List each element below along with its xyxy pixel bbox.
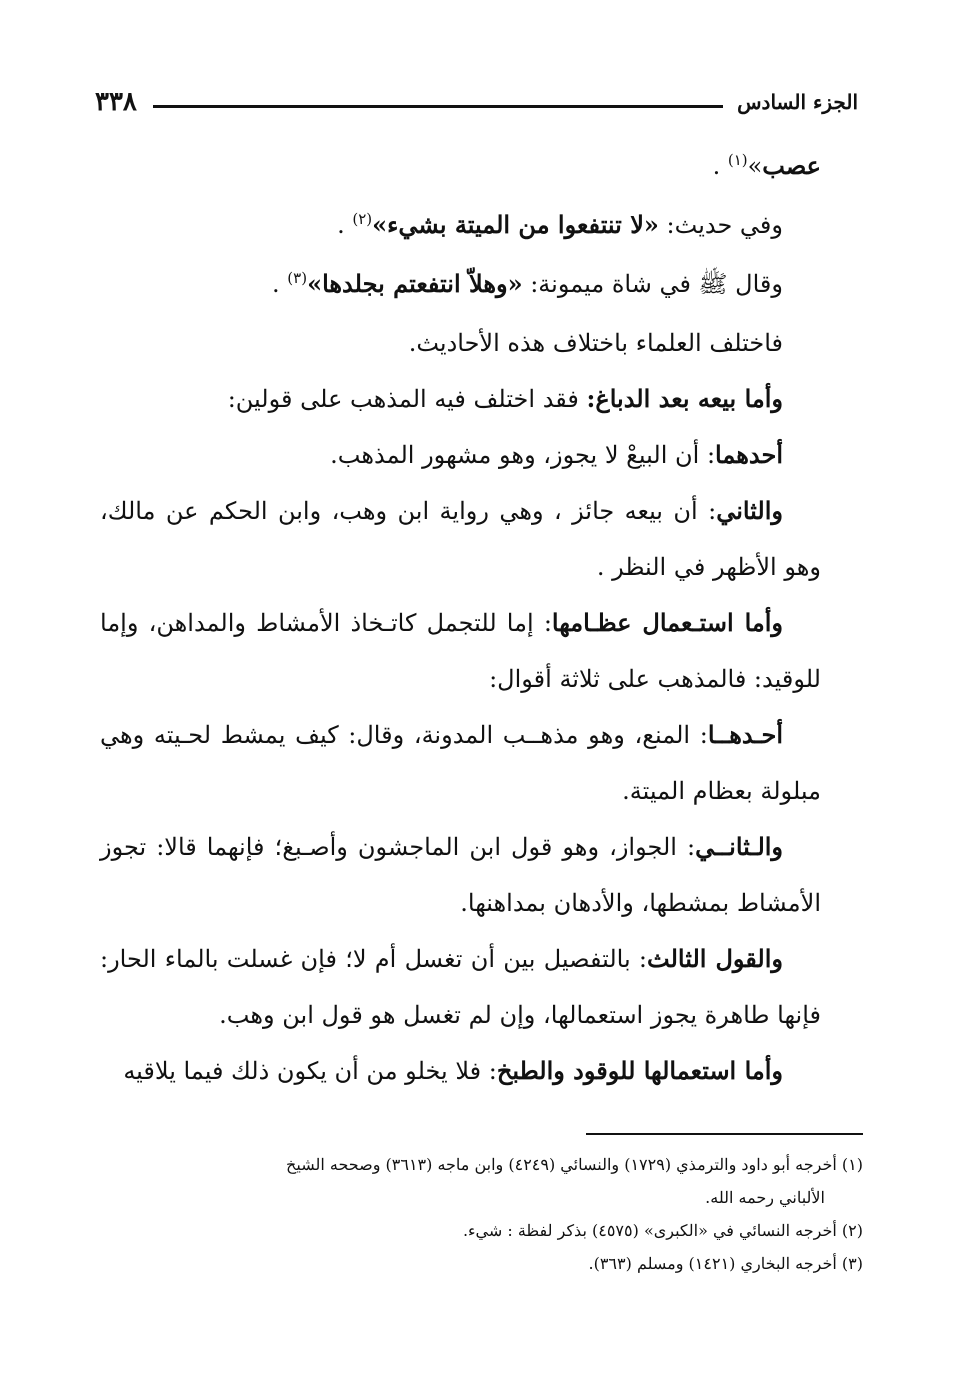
paragraph-9 [100,707,821,819]
paragraph-heading: أحدهما [715,440,783,469]
paragraph-3 [100,256,821,315]
paragraph-4 [100,315,821,371]
paragraph-text: وقال ﷺ في شاة ميمونة: [522,270,783,298]
footnote-ref: (١) [727,151,748,169]
paragraph-text: فقد اختلف فيه المذهب على قولين: [227,385,587,413]
paragraph-text: » [747,152,763,180]
paragraph-6 [100,427,821,483]
paragraph-text: . [712,152,728,180]
paragraph-heading: والقول الثالث [647,944,783,973]
footnote-number: (٣) [841,1254,863,1273]
page-header [95,82,858,122]
main-text [100,138,821,1099]
footnote-3 [100,1247,863,1280]
footnote-text: أخرجه البخاري (١٤٢١) ومسلم (٣٦٣). [588,1254,837,1273]
footnote-text: أخرجه أبو داود والترمذي (١٧٢٩) والنسائي (٤٢٤٩) وابن ماجه (٣٦١٣) وصححه الشيخ [286,1155,837,1174]
page-number: ٣٣٨ [95,87,137,117]
paragraph-12 [100,1043,821,1099]
paragraph-1 [100,138,821,197]
paragraph-text: . [337,211,353,239]
footnote-ref: (٢) [352,210,373,228]
paragraph-heading: أحـدهــا [707,720,783,749]
paragraph-heading: والـثانــي [695,832,784,861]
paragraph-7 [100,483,821,595]
footnote-text: أخرجه النسائي في «الكبرى» (٤٥٧٥) بذكر لفظة : شيء. [462,1221,837,1240]
footnote-ref: (٣) [287,269,308,287]
paragraph-quote: عصب [762,151,821,180]
paragraph-heading: وأما استعمالها للوقود والطبخ [496,1056,783,1085]
hadith-quote: «لا تنتفعوا من الميتة بشيء» [372,210,659,239]
paragraph-10 [100,819,821,931]
header-rule [153,105,723,108]
footnote-separator [586,1133,863,1135]
paragraph-8 [100,595,821,707]
hadith-quote: «وهلاّ انتفعتم بجلدها» [307,269,523,298]
paragraph-text: : إما للتجمل كاتـخاذ الأمشاط والمداهن، وإما للوقيد: فالمذهب على ثلاثة أقوال: [100,609,821,693]
part-title: الجزء السادس [737,90,858,114]
paragraph-2 [100,197,821,256]
paragraph-text: : المنع، وهو مذهــب المدونة، وقال: كيف يمشط لحـيته وهي مبلولة بعظام الميتة. [100,721,821,805]
paragraph-11 [100,931,821,1043]
paragraph-text: : أن البيعْ لا يجوز، وهو مشهور المذهب. [330,441,716,469]
paragraph-text: : فلا يخلو من أن يكون ذلك فيما يلاقيه [123,1057,497,1085]
paragraph-text: : بالتفصيل بين أن تغسل أم لا؛ فإن غسلت بالماء الحار: فإنها طاهرة يجوز استعمالها، وإن لم تغسل هو قول ابن وهب. [100,945,821,1029]
paragraph-5 [100,371,821,427]
paragraph-heading: وأما استـعمال عظـامها [551,608,783,637]
paragraph-heading: والثاني [716,496,783,525]
footnote-number: (٢) [841,1221,863,1240]
paragraph-text: : أن بيعه جائز ، وهي رواية ابن وهب، وابن الحكم عن مالك، وهو الأظهر في النظر . [100,497,821,581]
footnote-text-continued: الألباني رحمه الله. [705,1188,825,1207]
paragraph-text: فاختلف العلماء باختلاف هذه الأحاديث. [408,329,783,357]
footnote-1 [100,1148,863,1214]
paragraph-text: : الجواز، وهو قول ابن الماجشون وأصـبغ؛ فإنهما قالا: تجوز الأمشاط بمشطها، والأدهان بمداهنها. [100,833,821,917]
footnotes [100,1148,863,1280]
paragraph-heading: وأما بيعه بعد الدباغ: [586,384,783,413]
footnote-2 [100,1214,863,1247]
paragraph-text: وفي حديث: [658,211,783,239]
footnote-number: (١) [841,1155,863,1174]
paragraph-text: . [272,270,288,298]
